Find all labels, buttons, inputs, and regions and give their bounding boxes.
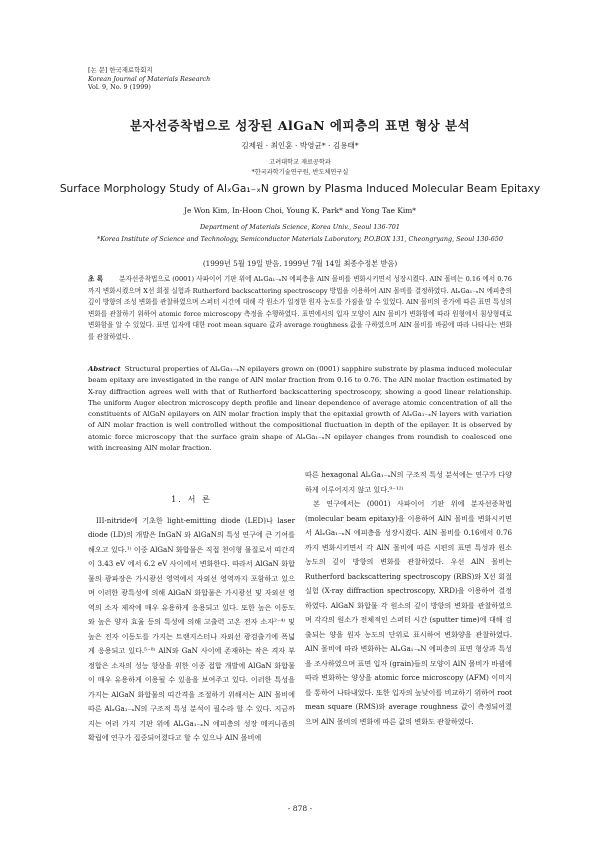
korean-title: 분자선증착법으로 성장된 AlGaN 에피층의 표면 형상 분석 [129,118,471,133]
english-title: Surface Morphology Study of AlₓGa₁₋ₓN grown by Plasma Induced Molecular Beam Epitaxy [59,183,541,195]
journal-header [88,66,210,92]
english-abstract-label: Abstract [88,365,121,373]
journal-name-english: Korean Journal of Materials Research [88,74,211,83]
english-affiliation-1: Department of Materials Science, Korea Univ., Seoul 136-701 [200,223,400,231]
english-abstract-text: Structural properties of AlₓGa₁₋ₓN epilayers grown on (0001) sapphire substrate by plasma induced molecular beam epitaxy are investigated in the range of AlN molar fraction from 0.16 to 0.76. The AlN molar fraction estimated by X-ray diffraction agrees well with that of Rutherford backscattering spectroscopy, showing a good linear relationship. The uniform Auger electron microscopy depth profile and linear dependence of average atomic concentration of all the constituents of AlGaN epilayers on AlN molar fraction imply that the epitaxial growth of AlₓGa₁₋ₓN layers with variation of AlN molar fraction is well controlled without the compositional fluctuation in depth of the epilayer. It is observed by atomic force microscopy that the surface grain shape of AlₓGa₁₋ₓN epilayer changes from roundish to coalesced one with increasing AlN molar fraction. [88,365,512,453]
intro-paragraph-continued: 따른 hexagonal AlₓGa₁₋ₓN의 구조적 특성 분석에는 연구가 다양하게 이루어지지 않고 있다.⁹⁻¹²⁾ [305,470,512,494]
korean-abstract-label: 초 록 [88,275,104,283]
korean-abstract [88,274,512,344]
journal-name-korean: [논 문] 한국재료학회지 [88,66,153,74]
english-affiliation-2: *Korea Institute of Science and Technology, Semiconductor Materials Laboratory, P.O.BOX 131, Cheongryang, Seoul 130-650 [97,235,503,243]
korean-authors: 김제원 · 최인훈 · 박영균* · 김용태* [241,141,359,150]
section-heading-introduction: 1. 서 론 [171,494,212,504]
korean-abstract-text: 분자선증착법으로 (0001) 사파이어 기판 위에 AlₓGa₁₋ₓN 에피층을 AlN 몰비를 변화시키면서 성장시켰다. AlN 몰비는 0.16 에서 0.76 까지 변화시켰으며 X선 회절 실험과 Rutherford backscattering spectroscopy 방법을 이용하여 AlN 몰비를 결정하였다. AlₓGa₁₋ₓN 에피층의 깊이 방향의 조성 변화를 관찰하였으며 스퍼터 시간에 대해 각 원소가 일정한 원자 농도를 가짐을 알 수 있었다. AlN 몰비의 증가에 따른 표면 특성의 변화를 관찰하기 위하여 atomic force microscopy 측정을 수행하였다. 표면에서의 입자 모양이 AlN 몰비가 변화함에 따라 원형에서 침상형태로 변화함을 알 수 있었다. 표면 입자에 대한 root mean square 값과 average roughness 값을 구하였으며 AlN 몰비를 바꿈에 따라 나타나는 변화를 관찰하였다. [88,275,512,341]
page-number: - 878 - [287,804,313,813]
korean-affiliation-2: *한국과학기술연구원, 반도체연구실 [251,169,349,176]
intro-paragraph-1: III-nitride에 기초한 light-emitting diode (LED)나 laser diode (LD)의 개발은 InGaN 와 AlGaN의 특성 연구에 큰 기여를 해오고 있다.¹⁾ 이중 AlGaN 화합물은 직접 천이형 물질로서 띠간격이 3.43 eV 에서 6.2 eV 사이에서 변화한다. 따라서 AlGaN 화합물의 광파장은 가시광선 영역에서 자외선 영역까지 포함하고 있으며 이러한 광특성에 의해 AlGaN 화합물은 가시광선 및 자외선 영역의 소자 제작에 매우 유용하게 응용되고 있다. 또한 높은 이동도와 높은 양자 효율 등의 특성에 의해 고출력 고온 전자 소자²⁻⁴⁾ 및 높은 전자 이동도를 가지는 트랜지스터나 자외선 광검출기에 폭넓게 응용되고 있다.⁵⁻⁸⁾ AlN와 GaN 사이에 존재하는 작은 격자 부정합은 소자의 성능 향상을 위한 이종 접합 개발에 AlGaN 화합물이 매우 유용하게 이용될 수 있음을 보여주고 있다. 이러한 특성을 가지는 AlGaN 화합물의 띠간격을 조절하기 위해서는 AlN 몰비에 따른 AlₓGa₁₋ₓN의 구조적 특성 분석이 필수라 할 수 있다. 지금까지는 여러 가지 기판 위에 AlₓGa₁₋ₓN 에피층의 성장 메커니즘의 확립에 연구가 집중되어졌다고 할 수 있으나 AlN 몰비에 [88,515,295,742]
korean-affiliation-1: 고려대학교 재료공학과 [269,159,331,166]
intro-paragraph-2: 본 연구에서는 (0001) 사파이어 기판 위에 분자선증착법 (molecular beam epitaxy)을 이용하여 AlN 몰비를 변화시키면서 AlₓGa₁₋ₓN 에피층을 성장시켰다. AlN 몰비를 0.16에서 0.76까지 변화시키면서 각 AlN 몰비에 따른 시편의 표면 특성과 원소 농도의 깊이 방향의 변화를 관찰하였다. 우선 AlN 몰비는 Rutherford backscattering spectroscopy (RBS)와 X선 회절 실험 (X-ray diffraction spectroscopy, XRD)을 이용하여 결정하였다. AlGaN 화합물 각 원소의 깊이 방향의 변화를 관찰하였으며 각각의 원소가 전체적인 스퍼터 시간 (sputter time)에 대해 검출되는 양을 원자 농도의 단위로 표시하여 변화양을 관찰하였다. AlN 몰비에 따라 변화하는 AlₓGa₁₋ₓN 에피층의 표면 형상과 특성을 조사하였으며 표면 입자 (grain)들의 모양이 AlN 몰비가 바뀜에 따라 변화하는 양상을 atomic force microscopy (AFM) 이미지를 통하여 나타내었다. 또한 입자의 높낮이를 비교하기 위하여 root mean square (RMS)와 average roughness 값이 측정되어졌으며 AlN 몰비의 변화에 따른 값의 변화도 관찰하였다. [305,499,512,726]
body-column-left [88,492,295,746]
body-column-right [305,468,512,729]
received-date: (1999년 5월 19일 받음, 1999년 7월 14일 최종수정본 받음) [202,259,398,268]
journal-volume: Vol. 9, No. 9 (1999) [88,83,151,92]
english-abstract [88,364,512,454]
english-authors: Je Won Kim, In-Hoon Choi, Young K. Park* and Yong Tae Kim* [184,206,416,215]
